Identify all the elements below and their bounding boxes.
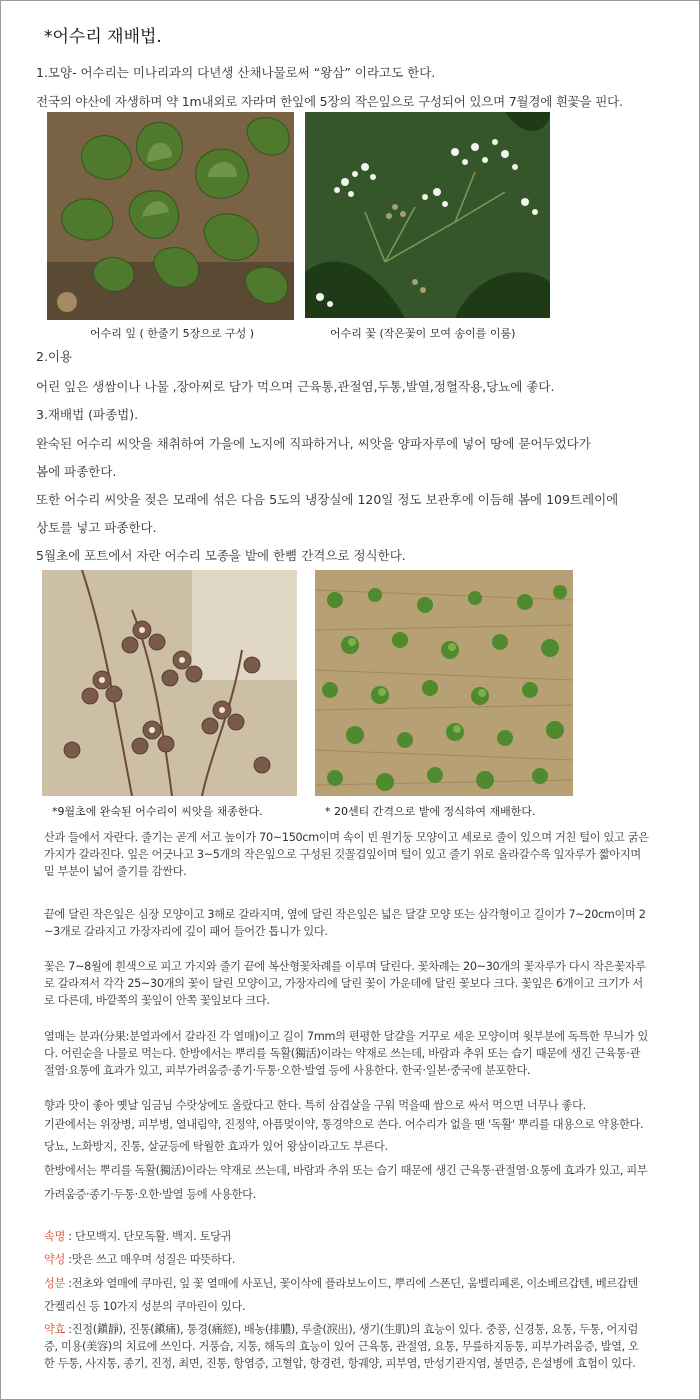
page-title: *어수리 재배법. [44,27,162,47]
seed-photo-caption: *9월초에 완숙된 어수리이 씨앗을 채종한다. [52,805,263,818]
desc-p4-line2: 다. 어린순을 나물로 먹는다. 한방에서는 뿌리를 독활(獨活)이라는 약재로 쓰는데, 바람과 추위 또는 습기 때문에 생긴 근육통·관 [44,1047,641,1060]
property-nature-text: :맛은 쓰고 매우며 성질은 따뜻하다. [65,1253,236,1266]
property-component-line2: 간켈리신 등 10가지 성분의 쿠마린이 있다. [44,1300,246,1313]
property-name-label: 속명 [44,1230,66,1243]
flower-photo [305,112,550,318]
leaf-photo-caption: 어수리 잎 ( 한줄기 5장으로 구성 ) [90,327,255,340]
property-component [44,1275,638,1292]
section3-heading: 3.재배법 (파종법). [36,407,139,422]
flower-photo-caption: 어수리 꽃 (작은꽃이 모여 송이를 이룸) [330,327,516,340]
desc-p1-line2: 가지가 갈라진다. 잎은 어긋나고 3~5개의 작은잎으로 구성된 깃꼴겹잎이며 털이 있고 줄기 위로 올라갈수록 잎자루가 짧아지며 [44,848,641,861]
section1-line2: 전국의 야산에 자생하며 약 1m내외로 자라며 한잎에 5장의 작은잎으로 구성되어 있으며 7월경에 흰꽃을 핀다. [36,94,623,109]
property-component-text1: :전초와 열매에 쿠마린, 잎 꽃 열매에 사포닌, 꽃이삭에 플라보노이드, 뿌리에 스폰딘, 움벨리페론, 이소베르갑텐, 베르갑텐 [65,1277,638,1290]
desc-p3-line1: 꽃은 7~8월에 흰색으로 피고 가지와 줄기 끝에 복산형꽃차례를 이루며 달린다. 꽃차례는 20~30개의 꽃자루가 다시 작은꽃자루 [44,960,646,973]
leaf-photo [47,112,294,320]
section3-p1a: 완숙된 어수리 씨앗을 채취하여 가을에 노지에 직파하거나, 씨앗을 양파자루에 넣어 땅에 묻어두었다가 [36,436,591,451]
desc-p1-line1: 산과 들에서 자란다. 줄기는 곧게 서고 높이가 70~150cm이며 속이 빈 원기둥 모양이고 세로로 줄이 있으며 거친 털이 있고 굵은 [44,831,649,844]
property-effect [44,1321,638,1338]
property-effect-line3: 한 두통, 사지통, 종기, 진정, 최면, 진통, 항염증, 고혈압, 항경련, 항궤양, 피부염, 만성기관지염, 불면증, 은설병에 효험이 있다. [44,1357,636,1370]
section3-p3: 5월초에 포트에서 자란 어수리 모종을 밭에 한뼘 간격으로 정식한다. [36,548,406,563]
section2-heading: 2.이용 [36,349,73,364]
desc-p5-line4: 한방에서는 뿌리를 독활(獨活)이라는 약재로 쓰는데, 바람과 추위 또는 습기 때문에 생긴 근육통·관절염·요통에 효과가 있고, 피부 [44,1164,648,1177]
desc-p2-line2: ~3개로 갈라지고 가장자리에 깊이 패어 들어간 톱니가 있다. [44,925,328,938]
property-nature-label: 약성 [44,1253,66,1266]
property-component-label: 성분 [44,1277,66,1290]
property-effect-line2: 증, 미용(美容)의 치료에 쓰인다. 거풍습, 지통, 해독의 효능이 있어 근육통, 관절염, 요통, 무릎하지동통, 피부가려움증, 발열, 오 [44,1340,639,1353]
section2-text: 어린 잎은 생쌈이나 나물 ,장아찌로 담가 먹으며 근육통,관절염,두통,발열,정혈작용,당뇨에 좋다. [36,379,555,394]
desc-p4-line3: 절염·요통에 효과가 있고, 피부가려움증·종기·두통·오한·발열 등에 사용한다. 한국·일본·중국에 분포한다. [44,1064,531,1077]
property-nature [44,1251,235,1268]
property-effect-label: 약효 [44,1323,66,1336]
desc-p5-line5: 가려움증·종기·두통·오한·발열 등에 사용한다. [44,1188,256,1201]
desc-p5-line2: 기관에서는 위장병, 피부병, 열내림약, 진정약, 아픔멎이약, 통경약으로 쓴다. 어수리가 없을 땐 '독활' 뿌리를 대용으로 약용한다. [44,1118,644,1131]
field-photo-caption: * 20센티 간격으로 밭에 정식하여 재배한다. [325,805,536,818]
desc-p3-line3: 로 다른데, 바깥쪽의 꽃잎이 안쪽 꽃잎보다 크다. [44,994,270,1007]
property-name-text: : 단모백지. 단모독활. 백지. 토당귀 [65,1230,232,1243]
property-effect-text1: :진정(鎭靜), 진통(鎭痛), 통경(痛經), 배농(排膿), 루출(淚出), 생기(生肌)의 효능이 있다. 중풍, 신경통, 요통, 두통, 어지럼 [65,1323,639,1336]
desc-p1-line3: 밑 부분이 넓어 줄기를 감싼다. [44,865,187,878]
property-name [44,1228,231,1245]
section3-p2b: 상토를 넣고 파종한다. [36,520,157,535]
desc-p4-line1: 열매는 분과(分果:분열과에서 갈라진 각 열매)이고 길이 7mm의 편평한 달걀을 거꾸로 세운 모양이며 윗부분에 독특한 무늬가 있 [44,1030,649,1043]
desc-p2-line1: 끝에 달린 작은잎은 심장 모양이고 3해로 갈라지며, 옆에 달린 작은잎은 넓은 달걀 모양 또는 삼각형이고 길이가 7~20cm이며 2 [44,908,646,921]
section3-p1b: 봄에 파종한다. [36,464,117,479]
seed-photo [42,570,297,796]
field-photo [315,570,573,796]
desc-p5-line1: 향과 맛이 좋아 옛날 임금님 수랏상에도 올랐다고 한다. 특히 삼겹살을 구워 먹을때 쌈으로 싸서 먹으면 너무나 좋다. [44,1099,586,1112]
desc-p3-line2: 로 갈라져서 각각 25~30개의 꽃이 달린 모양이고, 가장자리에 달린 꽃이 가운데에 달린 꽃보다 크다. 꽃잎은 6개이고 크기가 서 [44,977,643,990]
desc-p5-line3: 당뇨, 노화방지, 진통, 살균등에 탁월한 효과가 있어 왕삼이라고도 부른다. [44,1140,388,1153]
section3-p2a: 또한 어수리 씨앗을 젖은 모래에 섞은 다음 5도의 냉장실에 120일 정도 보관후에 이듬해 봄에 109트레이에 [36,492,619,507]
section1-line1: 1.모양- 어수리는 미나리과의 다년생 산채나물로써 “왕삼” 이라고도 한다. [36,65,436,80]
